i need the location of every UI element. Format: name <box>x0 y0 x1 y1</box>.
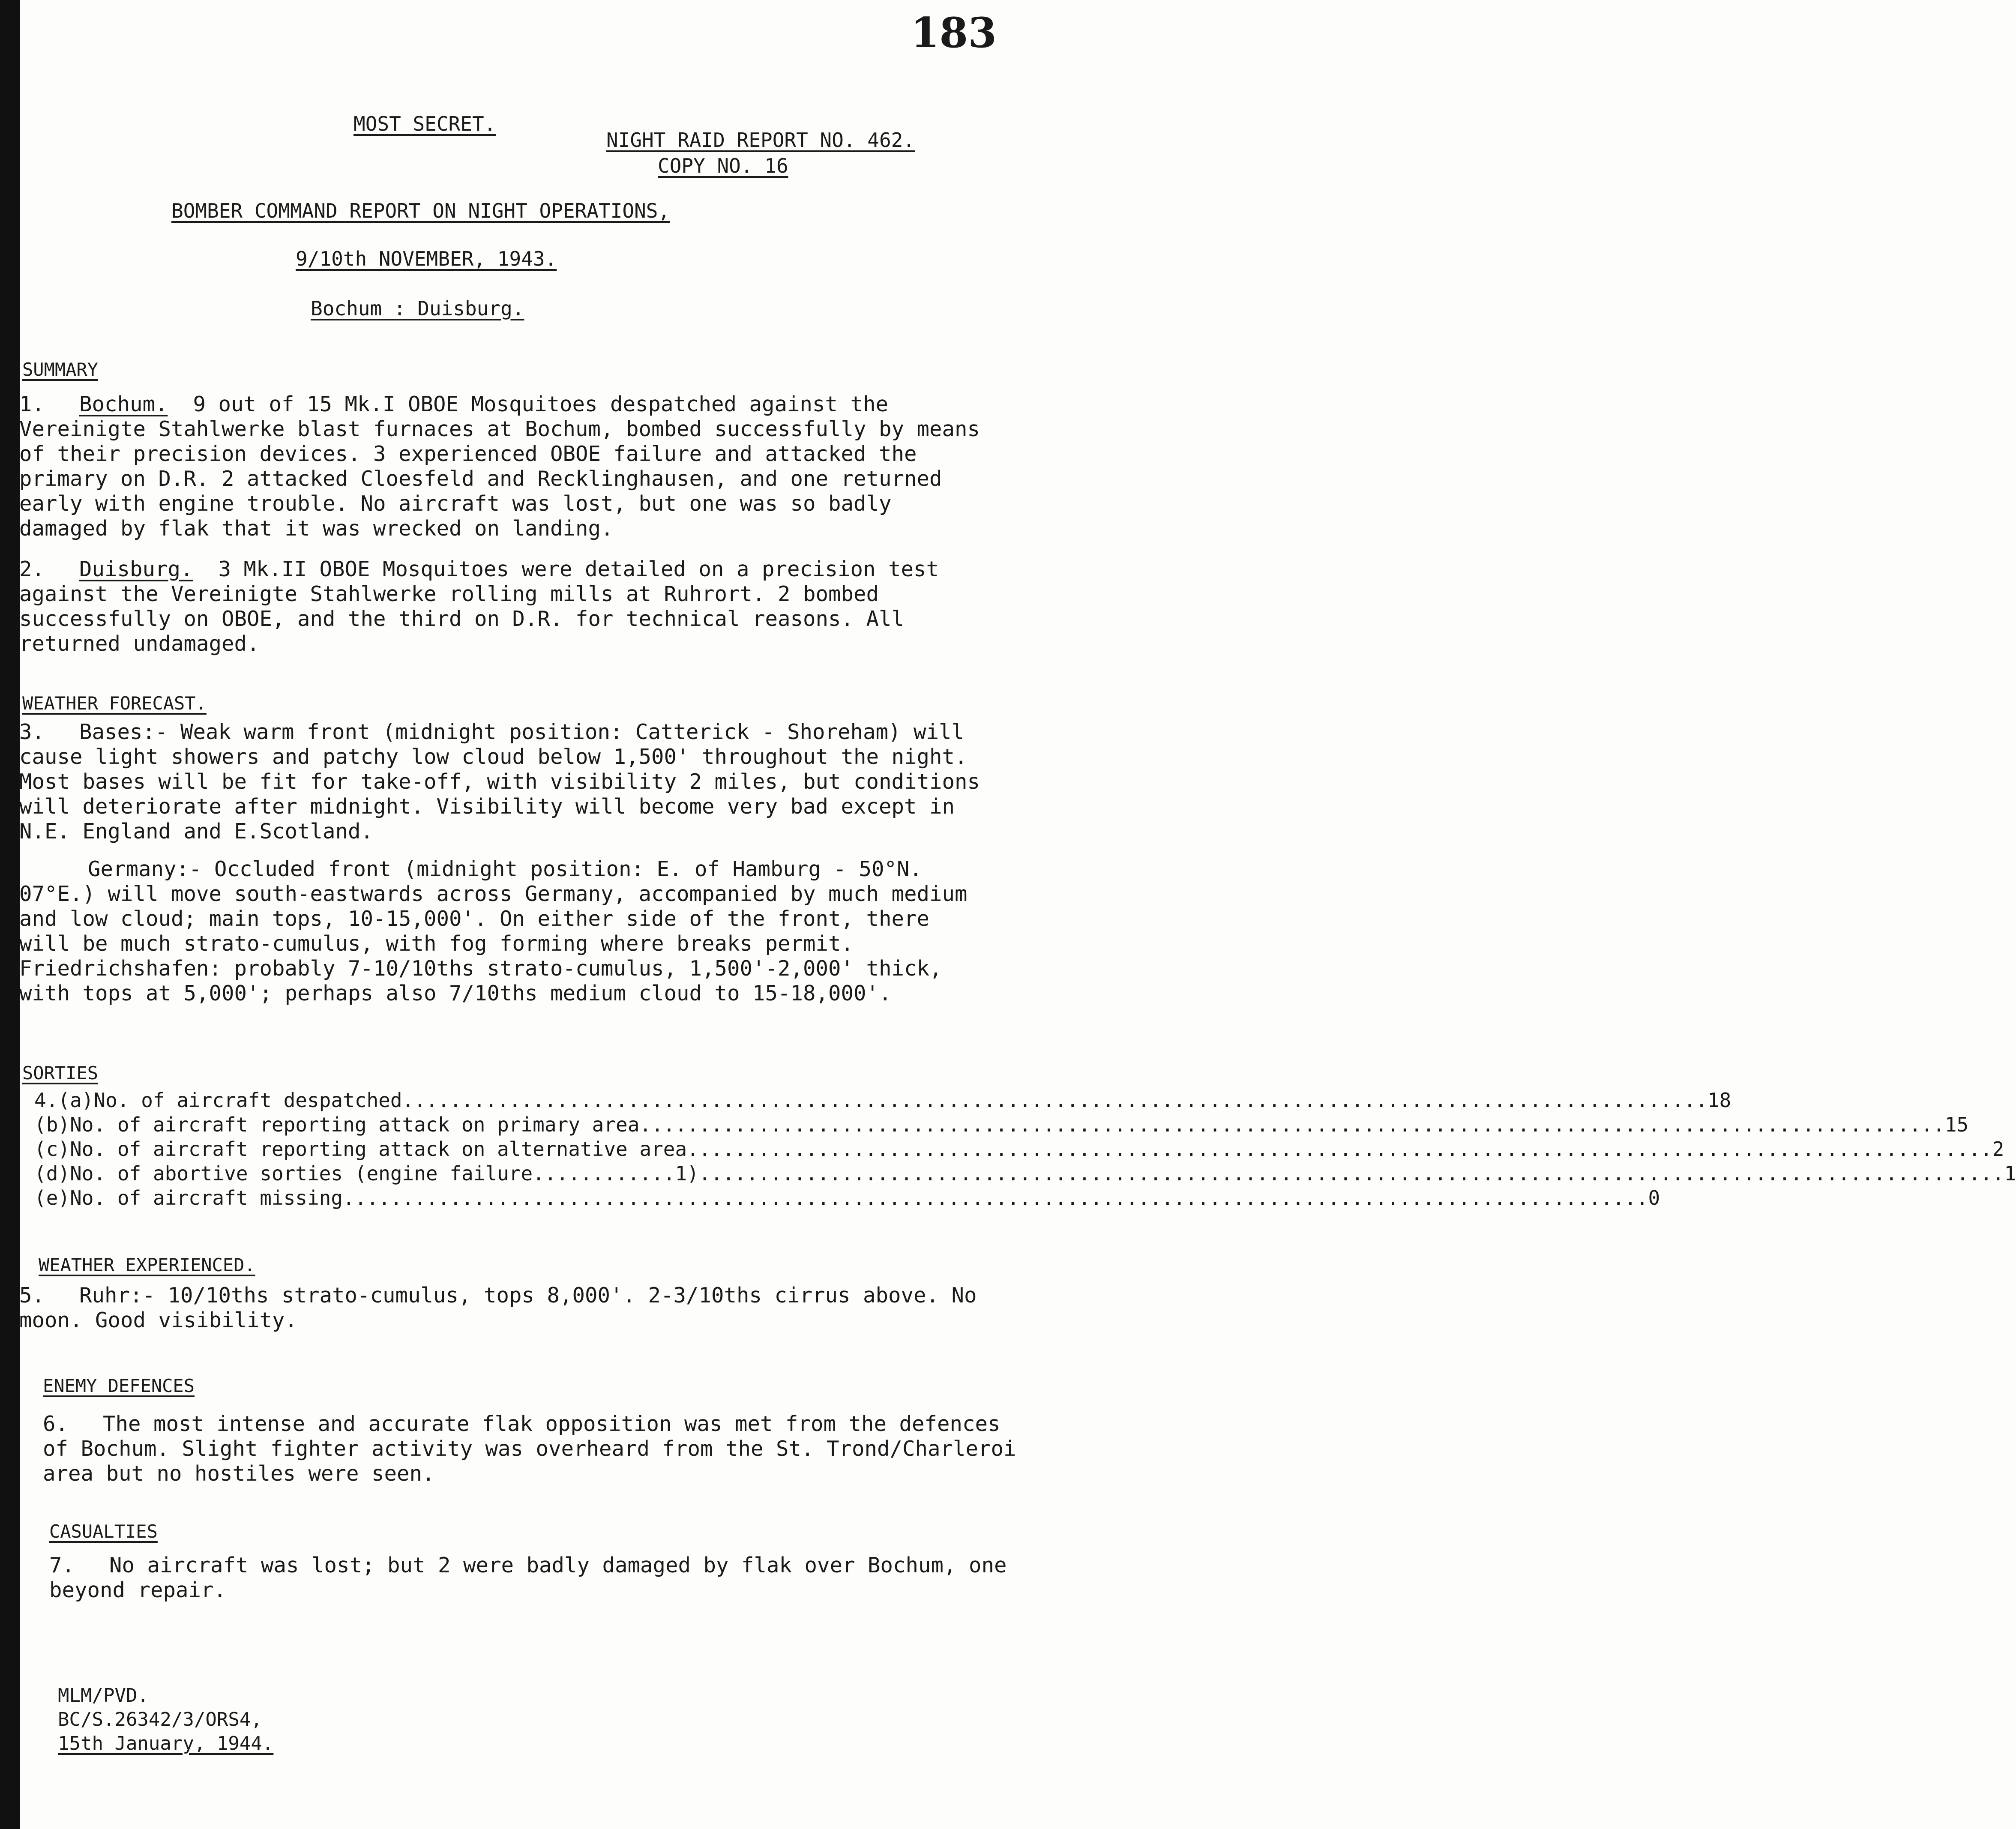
report-title: BOMBER COMMAND REPORT ON NIGHT OPERATIONS, <box>171 199 670 222</box>
leader-dots: .............................................................................................................. <box>698 1162 2004 1185</box>
sortie-label: (a) <box>58 1089 94 1112</box>
sortie-row-e <box>34 1186 1660 1210</box>
paragraph-number: 6. <box>43 1412 69 1436</box>
paragraph-number: 3. <box>19 720 45 744</box>
paragraph-2 <box>19 557 983 656</box>
report-targets: Bochum : Duisburg. <box>311 297 524 320</box>
sortie-value: 15 <box>1944 1113 1969 1136</box>
paragraph-6 <box>43 1412 1028 1486</box>
sortie-text: No. of aircraft reporting attack on alternative area <box>70 1138 687 1161</box>
paragraph-lead: Bochum. <box>79 392 168 416</box>
sortie-label: (c) <box>34 1138 70 1161</box>
footer-reference <box>58 1684 273 1756</box>
leader-dots: .............................................................................................................. <box>402 1089 1707 1112</box>
sortie-value: 1 <box>2004 1162 2016 1185</box>
section-heading-casualties: CASUALTIES <box>49 1521 158 1542</box>
section-heading-weather-experienced: WEATHER EXPERIENCED. <box>39 1254 255 1275</box>
paragraph-number: 5. <box>19 1283 45 1308</box>
sortie-value: 2 <box>1992 1138 2004 1161</box>
paragraph-number: 7. <box>49 1553 75 1578</box>
paragraph-text: No aircraft was lost; but 2 were badly damaged by flak over Bochum, one beyond repair. <box>49 1553 1007 1602</box>
sortie-value: 0 <box>1648 1186 1660 1209</box>
footer-date: 15th January, 1944. <box>58 1733 274 1754</box>
sortie-note: 1) <box>675 1162 699 1185</box>
paragraph-number: 4. <box>34 1089 58 1112</box>
classification: MOST SECRET. <box>353 112 496 135</box>
leader-dots: .............................................................................................................. <box>639 1113 1945 1136</box>
section-heading-enemy-defences: ENEMY DEFENCES <box>43 1375 195 1396</box>
paragraph-7 <box>49 1553 1026 1603</box>
sorties-list <box>34 1088 2016 1210</box>
leader-dots: .............................................................................................................. <box>687 1138 1992 1161</box>
sortie-value: 18 <box>1707 1089 1731 1112</box>
sortie-label: (d) <box>34 1162 70 1185</box>
paragraph-5 <box>19 1283 983 1333</box>
section-heading-sorties: SORTIES <box>22 1063 99 1084</box>
sortie-label: (e) <box>34 1186 70 1209</box>
footer-initials: MLM/PVD. <box>58 1685 149 1706</box>
sortie-text: No. of aircraft reporting attack on primary area <box>70 1113 640 1136</box>
sortie-row-c <box>34 1137 2004 1161</box>
scan-edge <box>0 0 20 1829</box>
paragraph-1 <box>19 392 983 541</box>
paragraph-number: 2. <box>19 557 45 581</box>
paragraph-lead: Duisburg. <box>79 557 193 581</box>
section-heading-summary: SUMMARY <box>22 359 99 380</box>
copy-number: COPY NO. 16 <box>658 154 788 177</box>
leader-dots: .............................................................................................................. <box>343 1186 1648 1209</box>
paragraph-text: 3 Mk.II OBOE Mosquitoes were detailed on a precision test against the Vereinigte Stahlwerke rolling mills at Ruhrort. 2 bombed successfully on OBOE, and the third on D.R. for technical reasons. All returned undamaged. <box>19 557 939 656</box>
sortie-text: No. of abortive sorties (engine failure <box>70 1162 533 1185</box>
page-number: 183 <box>911 9 997 57</box>
sortie-text: No. of aircraft missing <box>70 1186 343 1209</box>
paragraph-3 <box>19 720 983 844</box>
sortie-row-d: (d) No. of abortive sorties (engine failure ............ 1) .............................................................................................................. 1 <box>34 1162 2016 1185</box>
paragraph-germany: Germany:- Occluded front (midnight position: E. of Hamburg - 50°N. 07°E.) will move south-eastwards across Germany, accompanied by much medium and low cloud; main tops, 10-15,000'. On either side of the front, there will be much strato-cumulus, with fog forming where breaks permit. Friedrichshafen: probably 7-10/10ths strato-cumulus, 1,500'-2,000' thick, with tops at 5,000'; perhaps also 7/10ths medium cloud to 15-18,000'. <box>19 857 968 1006</box>
report-date: 9/10th NOVEMBER, 1943. <box>296 247 557 270</box>
sortie-text: No. of aircraft despatched <box>93 1089 402 1112</box>
paragraph-number: 1. <box>19 392 45 416</box>
paragraph-text: The most intense and accurate flak opposition was met from the defences of Bochum. Slight fighter activity was overheard from the St. Trond/Charleroi area but no hostiles were seen. <box>43 1412 1016 1486</box>
paragraph-text: Bases:- Weak warm front (midnight position: Catterick - Shoreham) will cause light showers and patchy low cloud below 1,500' throughout the night. Most bases will be fit for take-off, with visibility 2 miles, but conditions will deteriorate after midnight. Visibility will become very bad except in N.E. England and E.Scotland. <box>19 720 980 844</box>
sortie-row-b <box>34 1113 1969 1137</box>
report-number: NIGHT RAID REPORT NO. 462. <box>606 129 915 152</box>
paragraph-text: 9 out of 15 Mk.I OBOE Mosquitoes despatched against the Vereinigte Stahlwerke blast furnaces at Bochum, bombed successfully by means of their precision devices. 3 experienced OBOE failure and attacked the primary on D.R. 2 attacked Cloesfeld and Recklinghausen, and one returned early with engine trouble. No aircraft was lost, but one was so badly damaged by flak that it was wrecked on landing. <box>19 392 980 541</box>
paragraph-text: Ruhr:- 10/10ths strato-cumulus, tops 8,000'. 2-3/10ths cirrus above. No moon. Good visibility. <box>19 1283 977 1332</box>
sortie-label: (b) <box>34 1113 70 1136</box>
sortie-row-a <box>34 1088 1731 1113</box>
footer-file-ref: BC/S.26342/3/ORS4, <box>58 1709 262 1730</box>
section-heading-weather-forecast: WEATHER FORECAST. <box>22 693 207 714</box>
